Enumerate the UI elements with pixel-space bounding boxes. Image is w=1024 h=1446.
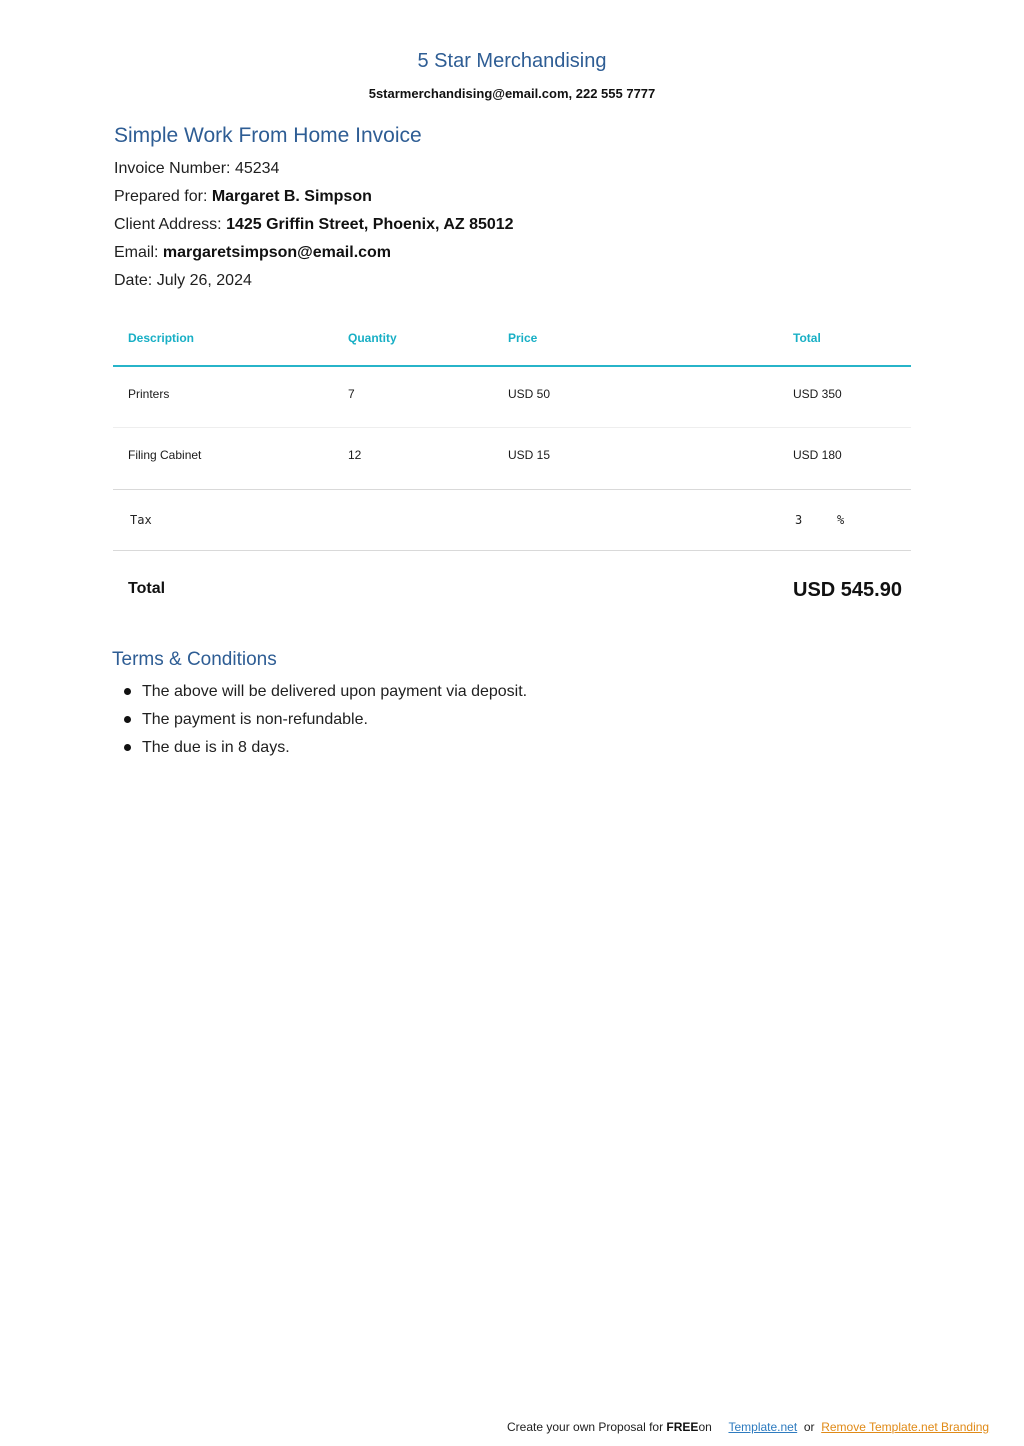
terms-item — [114, 710, 527, 738]
invoice-number-label: Invoice Number: — [114, 160, 235, 177]
header-description: Description — [128, 331, 195, 345]
invoice-date: July 26, 2024 — [156, 272, 252, 289]
bullet-icon — [124, 688, 131, 695]
date-label: Date: — [114, 272, 157, 289]
row-2-description: Filing Cabinet — [128, 448, 202, 462]
row-1-total: USD 350 — [793, 387, 842, 401]
header-total: Total — [793, 331, 821, 345]
footer-or: or — [803, 1420, 815, 1434]
total-value: USD 545.90 — [793, 579, 902, 601]
footer-on: on — [698, 1420, 712, 1434]
invoice-title: Simple Work From Home Invoice — [114, 124, 422, 147]
header-price: Price — [508, 331, 538, 345]
prepared-for-line — [114, 188, 372, 206]
footer-free: FREE — [666, 1420, 699, 1434]
row-2-total: USD 180 — [793, 448, 842, 462]
terms-item-text: The above will be delivered upon payment via deposit. — [142, 683, 528, 700]
email-line — [114, 244, 391, 262]
terms-title: Terms & Conditions — [112, 649, 277, 670]
header-divider — [113, 365, 911, 367]
company-contact: 5starmerchandising@email.com, 222 555 7777 — [368, 86, 656, 101]
tax-label: Tax — [130, 513, 152, 527]
bullet-icon — [124, 716, 131, 723]
remove-branding-link[interactable]: Remove Template.net Branding — [821, 1420, 990, 1434]
invoice-number-line — [114, 160, 279, 178]
template-net-link[interactable]: Template.net — [728, 1420, 798, 1434]
client-address-label: Client Address: — [114, 216, 227, 233]
tax-unit: % — [837, 513, 845, 527]
client-name: Margaret B. Simpson — [211, 188, 372, 205]
terms-list — [114, 682, 527, 766]
row-1-quantity: 7 — [348, 387, 355, 401]
terms-item-text: The payment is non-refundable. — [142, 711, 368, 728]
row-1-description: Printers — [128, 387, 170, 401]
invoice-number: 45234 — [234, 160, 280, 177]
bullet-icon — [124, 744, 131, 751]
terms-item — [114, 738, 527, 766]
date-line — [114, 272, 252, 290]
client-address: 1425 Griffin Street, Phoenix, AZ 85012 — [226, 216, 514, 233]
company-name: 5 Star Merchandising — [417, 50, 607, 72]
row-divider — [113, 427, 911, 428]
terms-item-text: The due is in 8 days. — [142, 739, 290, 756]
email-label: Email: — [114, 244, 163, 261]
row-2-quantity: 12 — [348, 448, 362, 462]
tax-value: 3 — [795, 513, 803, 527]
row-2-price: USD 15 — [508, 448, 551, 462]
client-address-line — [114, 216, 514, 234]
footer-prefix: Create your own Proposal for — [507, 1420, 667, 1434]
row-divider — [113, 550, 911, 551]
row-1-price: USD 50 — [508, 387, 551, 401]
terms-item — [114, 682, 527, 710]
client-email: margaretsimpson@email.com — [162, 244, 392, 261]
header-quantity: Quantity — [348, 331, 397, 345]
prepared-for-label: Prepared for: — [114, 188, 212, 205]
row-divider — [113, 489, 911, 490]
total-label: Total — [128, 580, 166, 597]
footer-branding — [507, 1420, 989, 1434]
